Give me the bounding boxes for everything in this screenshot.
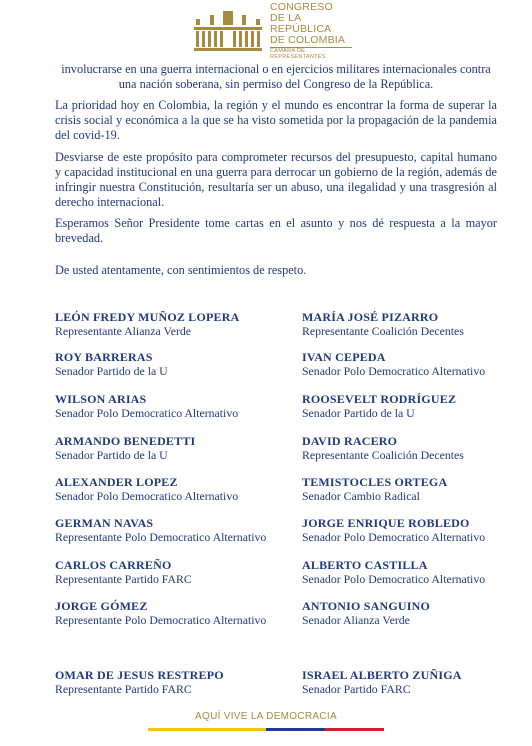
signature-block	[302, 310, 522, 338]
signer-name: MARÍA JOSÉ PIZARRO	[302, 310, 439, 324]
signer-name: DAVID RACERO	[302, 434, 398, 448]
logo-line-2: DE LA REPÚBLICA	[270, 11, 332, 35]
signature-block	[55, 668, 275, 696]
signer-role: Representante Polo Democratico Alternativo	[55, 530, 267, 544]
signer-role: Senador Polo Democratico Alternativo	[55, 489, 239, 503]
signer-name: OMAR DE JESUS RESTREPO	[55, 668, 224, 682]
signer-name: ROOSEVELT RODRÍGUEZ	[302, 392, 457, 406]
closing-line: De usted atentamente, con sentimientos de respeto.	[55, 263, 307, 277]
paragraph-1: involucrarse en una guerra internacional o en ejercicios militares internacionales contra una nación soberana, sin permiso del Congreso de la República.	[61, 62, 491, 91]
signer-role: Representante Partido FARC	[55, 682, 192, 696]
flag-color-bar	[148, 728, 384, 731]
signer-role: Representante Alianza Verde	[55, 324, 192, 338]
signer-name: ISRAEL ALBERTO ZUÑIGA	[302, 668, 462, 682]
signer-role: Senador Polo Democratico Alternativo	[302, 572, 486, 586]
signer-name: JORGE ENRIQUE ROBLEDO	[302, 516, 470, 530]
signer-role: Representante Polo Democratico Alternativo	[55, 613, 267, 627]
signer-name: GERMAN NAVAS	[55, 516, 154, 530]
signer-name: ALBERTO CASTILLA	[302, 558, 428, 572]
signer-role: Senador Cambio Radical	[302, 489, 420, 503]
flag-stripe-red	[325, 728, 384, 731]
signature-block	[55, 350, 275, 378]
signature-block	[55, 475, 275, 503]
footer-slogan: AQUÍ VIVE LA DEMOCRACIA	[195, 711, 337, 722]
capitol-building-icon	[192, 9, 264, 53]
signer-name: ANTONIO SANGUINO	[302, 599, 430, 613]
signer-role: Senador Partido FARC	[302, 682, 411, 696]
logo-wordmark	[270, 2, 352, 61]
signer-name: ALEXANDER LOPEZ	[55, 475, 178, 489]
signer-role: Senador Polo Democratico Alternativo	[302, 530, 486, 544]
signature-block	[55, 434, 275, 462]
signature-block	[302, 516, 522, 544]
signer-role: Senador Polo Democratico Alternativo	[302, 364, 486, 378]
signer-name: LEÓN FREDY MUÑOZ LOPERA	[55, 310, 240, 324]
signer-role: Senador Partido de la U	[302, 406, 415, 420]
flag-stripe-blue	[266, 728, 325, 731]
congress-logo	[192, 0, 352, 60]
signer-name: CARLOS CARREÑO	[55, 558, 172, 572]
signature-block	[55, 516, 275, 544]
paragraph-3: Desviarse de este propósito para comprometer recursos del presupuesto, capital humano y capacidad institucional en una guerra para derrocar un gobierno de la región, además de infringir nuestra Constitución, resultaría ser un abuso, una ilegalidad y una trasgresión al derecho internacional.	[55, 150, 497, 209]
signer-name: JORGE GÓMEZ	[55, 599, 148, 613]
signature-block	[302, 434, 522, 462]
signature-block	[302, 350, 522, 378]
signature-block	[55, 599, 275, 627]
signature-block	[55, 558, 275, 586]
signature-block	[302, 558, 522, 586]
logo-line-3: DE COLOMBIA	[270, 33, 346, 46]
flag-stripe-yellow	[148, 728, 266, 731]
signature-block	[302, 599, 522, 627]
logo-line-4: CÁMARA DE REPRESENTANTES	[270, 47, 352, 61]
signature-block	[302, 668, 522, 696]
signer-name: ARMANDO BENEDETTI	[55, 434, 196, 448]
signer-name: IVAN CEPEDA	[302, 350, 386, 364]
signature-block	[55, 392, 275, 420]
signature-block	[55, 310, 275, 338]
signer-role: Representante Coalición Decentes	[302, 324, 464, 338]
signer-name: TEMISTOCLES ORTEGA	[302, 475, 448, 489]
signer-role: Senador Partido de la U	[55, 364, 168, 378]
signer-role: Senador Partido de la U	[55, 448, 168, 462]
signer-role: Senador Polo Democratico Alternativo	[55, 406, 239, 420]
signer-name: WILSON ARIAS	[55, 392, 147, 406]
signer-role: Senador Alianza Verde	[302, 613, 410, 627]
signature-block	[302, 392, 522, 420]
signer-name: ROY BARRERAS	[55, 350, 153, 364]
signer-role: Representante Partido FARC	[55, 572, 192, 586]
signature-block	[302, 475, 522, 503]
paragraph-2: La prioridad hoy en Colombia, la región y el mundo es encontrar la forma de superar la crisis social y económica a la que se ha visto sometida por la propagación de la pandemia del covid-19.	[55, 98, 497, 142]
paragraph-4: Esperamos Señor Presidente tome cartas en el asunto y nos dé respuesta a la mayor brevedad.	[55, 216, 497, 245]
signer-role: Representante Coalición Decentes	[302, 448, 464, 462]
logo-line-1: CONGRESO	[270, 0, 333, 13]
